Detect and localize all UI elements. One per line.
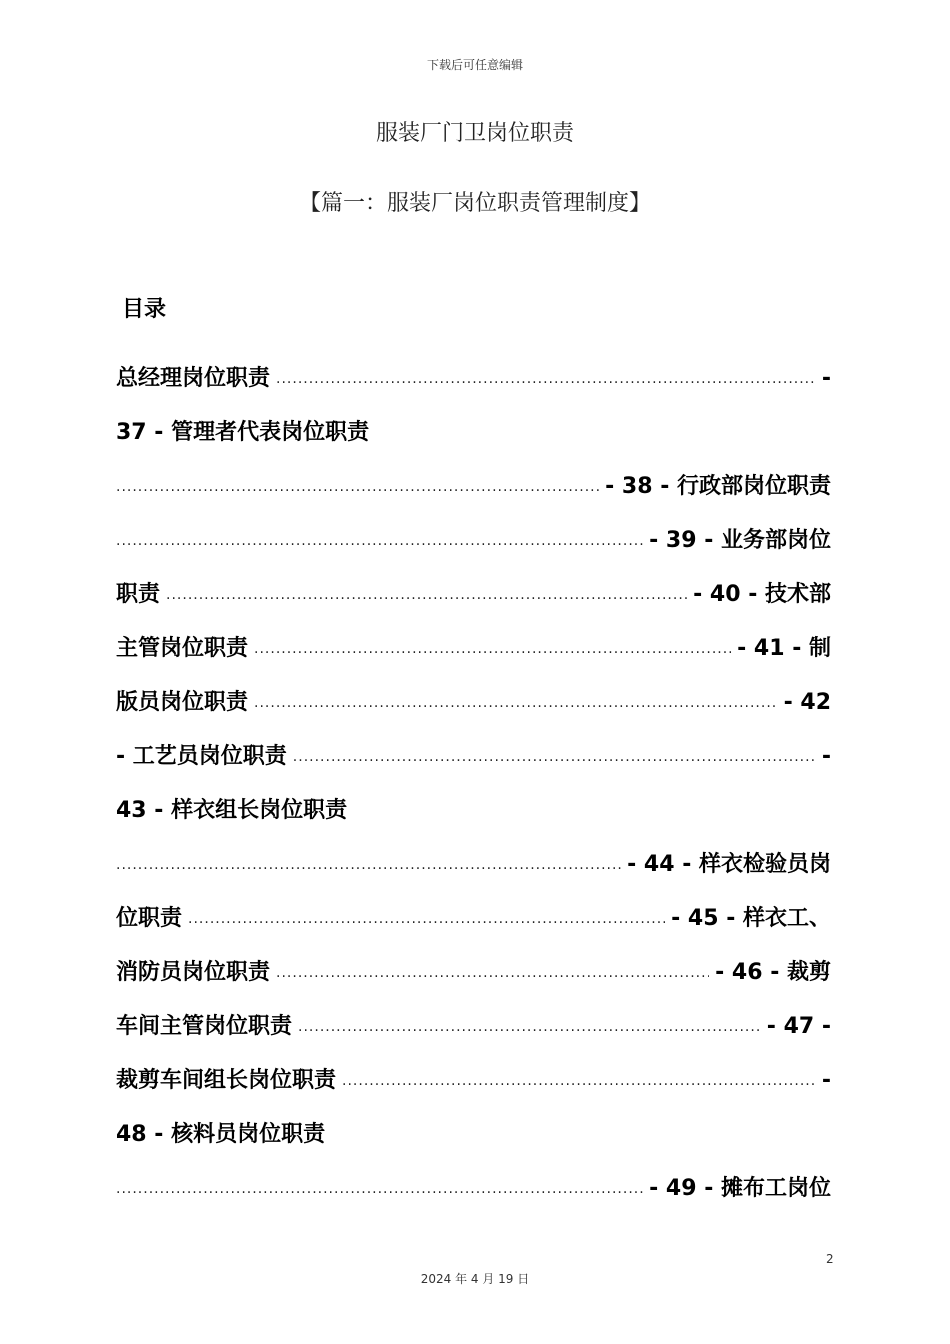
toc-line [116, 362, 831, 396]
toc-entry-tail: - [821, 1068, 831, 1093]
toc-entry-text: 裁剪车间组长岗位职责 [116, 1068, 337, 1093]
toc-leader-dots [116, 1172, 643, 1206]
toc-entry-tail: - 38 - 行政部岗位职责 [605, 474, 831, 499]
toc-leader-dots [116, 848, 621, 882]
toc-line [116, 740, 831, 774]
toc-leader-dots [254, 686, 778, 720]
toc-entry-tail: - 42 [783, 690, 831, 715]
toc-line [116, 1064, 831, 1098]
toc-entry-text: 位职责 [116, 906, 183, 931]
toc-leader-dots [166, 578, 687, 612]
header-note: 下载后可任意编辑 [426, 58, 523, 72]
toc-entry-text: - 工艺员岗位职责 [116, 744, 287, 769]
toc-entry-text: 37 - 管理者代表岗位职责 [116, 420, 370, 445]
toc-leader-dots [276, 362, 816, 396]
toc-line [116, 902, 831, 936]
toc-line [116, 470, 831, 504]
toc-line [116, 1118, 831, 1152]
toc-leader-dots [293, 740, 816, 774]
toc-entry-tail: - [821, 744, 831, 769]
toc-entry-tail: - 41 - 制 [737, 636, 831, 661]
toc-entry-text: 消防员岗位职责 [116, 960, 271, 985]
toc-line [116, 632, 831, 666]
toc-entry-tail: - 45 - 样衣工、 [671, 906, 831, 931]
toc-entry-tail: - 44 - 样衣检验员岗 [627, 852, 831, 877]
toc-entry-tail: - 47 - [766, 1014, 831, 1039]
toc-line [116, 524, 831, 558]
document-subtitle: 【篇一：服装厂岗位职责管理制度】 [298, 191, 651, 216]
toc-entry-tail: - 46 - 裁剪 [715, 960, 831, 985]
toc-leader-dots [116, 470, 599, 504]
toc-entry-text: 职责 [116, 582, 161, 607]
toc-entry-text: 43 - 样衣组长岗位职责 [116, 798, 348, 823]
toc-leader-dots [254, 632, 731, 666]
toc-line [116, 416, 831, 450]
toc-entry-text: 车间主管岗位职责 [116, 1014, 293, 1039]
toc-leader-dots [188, 902, 665, 936]
toc-leader-dots [276, 956, 709, 990]
page-number: 2 [826, 1252, 834, 1266]
toc-line [116, 578, 831, 612]
toc-entry-tail: - 49 - 摊布工岗位 [649, 1176, 831, 1201]
document-title: 服装厂门卫岗位职责 [375, 121, 574, 146]
toc-entry-tail: - 40 - 技术部 [693, 582, 831, 607]
toc-line [116, 1172, 831, 1206]
toc-entry-text: 版员岗位职责 [116, 690, 249, 715]
toc-line [116, 956, 831, 990]
toc-entry-text: 主管岗位职责 [116, 636, 249, 661]
toc-line [116, 794, 831, 828]
toc-entry-tail: - [821, 366, 831, 391]
footer-date: 2024 年 4 月 19 日 [420, 1272, 530, 1286]
toc-entry-text: 总经理岗位职责 [116, 366, 271, 391]
toc-line [116, 686, 831, 720]
toc-leader-dots [116, 524, 643, 558]
toc-line [116, 848, 831, 882]
toc-entry-text: 48 - 核料员岗位职责 [116, 1122, 326, 1147]
toc-entry-tail: - 39 - 业务部岗位 [649, 528, 831, 553]
toc-leader-dots [298, 1010, 761, 1044]
toc-line [116, 1010, 831, 1044]
toc-heading: 目录 [122, 297, 167, 322]
toc-leader-dots [342, 1064, 816, 1098]
